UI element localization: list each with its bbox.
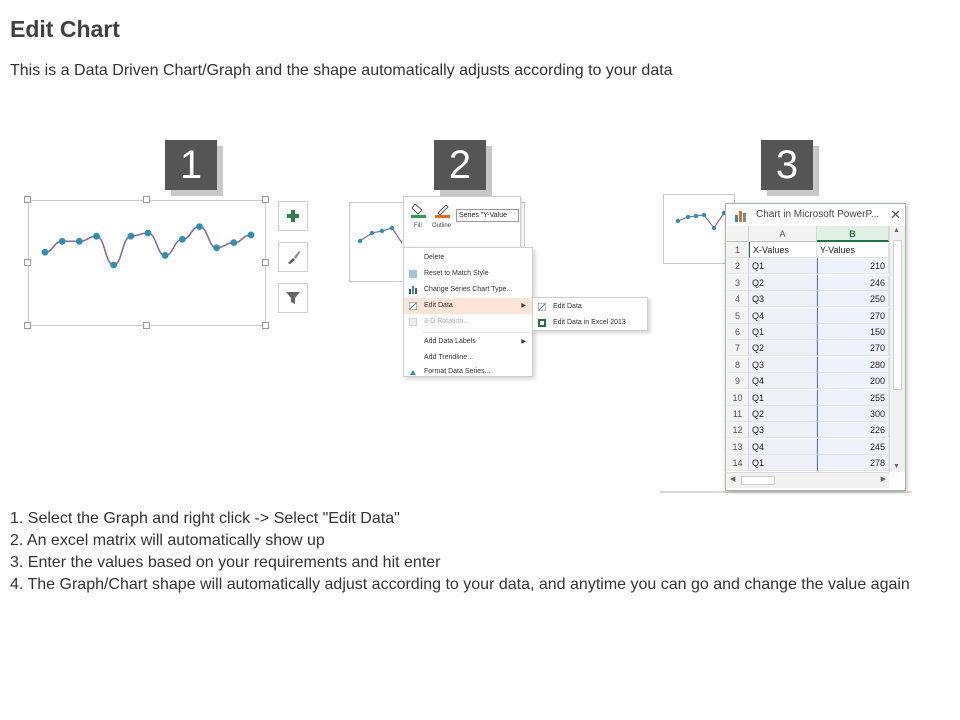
cell-b[interactable]: 255 [817, 390, 889, 406]
format-series-icon [409, 368, 417, 376]
plus-icon [286, 209, 300, 223]
cell-b[interactable]: 226 [817, 422, 889, 438]
cell-a[interactable]: Q1 [749, 258, 817, 274]
menu-item-delete[interactable]: Delete [424, 254, 445, 261]
menu-item-add-labels[interactable]: Add Data Labels ▶ [404, 334, 532, 350]
cell-b[interactable]: 200 [817, 373, 889, 389]
row-number[interactable]: 14 [727, 455, 749, 471]
data-point[interactable] [179, 236, 186, 243]
cell-b[interactable]: 278 [817, 455, 889, 471]
fill-label: Fill [414, 223, 422, 229]
data-point[interactable] [42, 249, 49, 256]
cell-a[interactable]: Q1 [749, 455, 817, 471]
outline-button[interactable] [434, 201, 454, 225]
scroll-right-icon[interactable]: ▶ [880, 476, 886, 483]
edit-data-icon [538, 303, 546, 311]
scroll-down-icon[interactable]: ▼ [893, 463, 900, 470]
cell-a[interactable]: Q4 [749, 373, 817, 389]
excel-icon [538, 319, 546, 327]
cell-a[interactable]: Q2 [749, 275, 817, 291]
cell-b[interactable]: 270 [817, 308, 889, 324]
step-badge-1: 1 [165, 140, 217, 190]
rotation-icon [409, 318, 417, 326]
cell-b[interactable]: 250 [817, 291, 889, 307]
submenu-arrow-icon: ▶ [521, 339, 526, 345]
cell-a[interactable]: X-Values [749, 242, 817, 258]
page-title: Edit Chart [10, 16, 120, 42]
pen-icon [434, 201, 454, 219]
resize-handle-tr[interactable] [262, 196, 269, 203]
data-point[interactable] [162, 252, 169, 259]
panel1-line-chart [29, 201, 267, 327]
resize-handle-tl[interactable] [24, 196, 31, 203]
scroll-up-icon[interactable]: ▲ [893, 227, 900, 234]
row-number[interactable]: 9 [727, 373, 749, 389]
menu-item-edit-data[interactable]: Edit Data ▶ [404, 298, 532, 314]
cell-b[interactable]: 246 [817, 275, 889, 291]
cell-a[interactable]: Q4 [749, 308, 817, 324]
data-point[interactable] [248, 232, 255, 239]
column-header-a[interactable]: A [749, 226, 817, 242]
data-point[interactable] [59, 238, 66, 245]
data-point[interactable] [93, 233, 100, 240]
row-number[interactable]: 10 [727, 390, 749, 406]
cell-a[interactable]: Q3 [749, 422, 817, 438]
resize-handle-ml[interactable] [24, 259, 31, 266]
column-header-b[interactable]: B [817, 226, 889, 242]
cell-b[interactable]: 150 [817, 324, 889, 340]
scroll-left-icon[interactable]: ◀ [730, 476, 736, 483]
cell-a[interactable]: Q4 [749, 439, 817, 455]
edit-data-icon [409, 302, 417, 310]
submenu-item-edit-excel[interactable]: Edit Data in Excel 2013 [533, 315, 647, 331]
scroll-thumb[interactable] [893, 240, 902, 390]
page-subtitle: This is a Data Driven Chart/Graph and the shape automatically adjusts according to your data [10, 62, 673, 79]
cell-b[interactable]: 210 [817, 258, 889, 274]
row-number[interactable]: 8 [727, 357, 749, 373]
chart-type-icon [409, 286, 417, 294]
row-number[interactable]: 1 [727, 242, 749, 258]
row-number[interactable]: 6 [727, 324, 749, 340]
menu-separator [422, 332, 530, 333]
row-number[interactable]: 7 [727, 340, 749, 356]
select-all-corner[interactable] [727, 226, 749, 242]
cell-a[interactable]: Q3 [749, 357, 817, 373]
data-point[interactable] [127, 233, 134, 240]
panel3-baseline [660, 491, 912, 493]
resize-handle-bl[interactable] [24, 322, 31, 329]
reset-style-icon [409, 270, 417, 278]
row-number[interactable]: 5 [727, 308, 749, 324]
step-badge-3: 3 [761, 140, 813, 190]
cell-b[interactable]: Y-Values [817, 242, 889, 258]
row-number[interactable]: 3 [727, 275, 749, 291]
instruction-1: 1. Select the Graph and right click -> Select "Edit Data" [10, 510, 400, 527]
row-number[interactable]: 4 [727, 291, 749, 307]
chart-filters-button[interactable] [278, 283, 308, 313]
brush-icon [285, 249, 301, 265]
data-point[interactable] [213, 244, 220, 251]
excel-window-title: Chart in Microsoft PowerP... [756, 209, 880, 220]
cell-b[interactable]: 280 [817, 357, 889, 373]
cell-a[interactable]: Q3 [749, 291, 817, 307]
data-point[interactable] [145, 230, 152, 237]
submenu-arrow-icon: ▶ [521, 303, 526, 309]
data-point[interactable] [76, 238, 83, 245]
vertical-scrollbar[interactable] [889, 226, 905, 472]
menu-item-add-trendline[interactable]: Add Trendline... [424, 354, 474, 361]
cell-a[interactable]: Q2 [749, 340, 817, 356]
excel-window [725, 203, 906, 491]
row-number[interactable]: 13 [727, 439, 749, 455]
outline-label: Outline [432, 223, 452, 229]
cell-a[interactable]: Q1 [749, 390, 817, 406]
paint-bucket-icon [410, 201, 430, 219]
resize-handle-mr[interactable] [262, 259, 269, 266]
menu-item-format-series[interactable]: Format Data Series... [404, 364, 532, 380]
instructions [10, 508, 940, 596]
instruction-2: 2. An excel matrix will automatically show up [10, 532, 325, 549]
filter-icon [285, 290, 301, 306]
instruction-3: 3. Enter the values based on your requirements and hit enter [10, 554, 441, 571]
submenu-item-edit-data[interactable]: Edit Data [533, 299, 647, 315]
resize-handle-tm[interactable] [143, 196, 150, 203]
hscroll-thumb[interactable] [741, 476, 775, 485]
data-point[interactable] [230, 239, 237, 246]
data-point[interactable] [196, 223, 203, 230]
row-number[interactable]: 11 [727, 406, 749, 422]
context-menu [403, 247, 533, 377]
row-number[interactable]: 2 [727, 258, 749, 274]
menu-item-3d-rotation: 3-D Rotation... [404, 314, 532, 330]
horizontal-scrollbar[interactable] [727, 472, 889, 488]
resize-handle-br[interactable] [262, 322, 269, 329]
menu-item-change-type[interactable]: Change Series Chart Type... [404, 282, 532, 298]
cell-b[interactable]: 245 [817, 439, 889, 455]
edit-data-submenu [532, 297, 648, 331]
step-badge-2: 2 [434, 140, 486, 190]
menu-item-reset[interactable]: Reset to Match Style [404, 266, 532, 282]
row-number[interactable]: 12 [727, 422, 749, 438]
cell-a[interactable]: Q1 [749, 324, 817, 340]
selected-chart[interactable] [28, 200, 266, 326]
series-dropdown[interactable]: Series "Y-Value [456, 209, 519, 222]
fill-button[interactable] [410, 201, 430, 225]
cell-b[interactable]: 270 [817, 340, 889, 356]
data-point[interactable] [110, 262, 117, 269]
mini-format-toolbar [403, 196, 521, 248]
cell-b[interactable]: 300 [817, 406, 889, 422]
chart-elements-button[interactable] [278, 201, 308, 231]
close-icon[interactable]: ✕ [890, 207, 901, 222]
chart-styles-button[interactable] [278, 242, 308, 272]
resize-handle-bm[interactable] [143, 322, 150, 329]
instruction-4: 4. The Graph/Chart shape will automatically adjust according to your data, and anytime you can go and change the value again [10, 576, 910, 593]
cell-a[interactable]: Q2 [749, 406, 817, 422]
